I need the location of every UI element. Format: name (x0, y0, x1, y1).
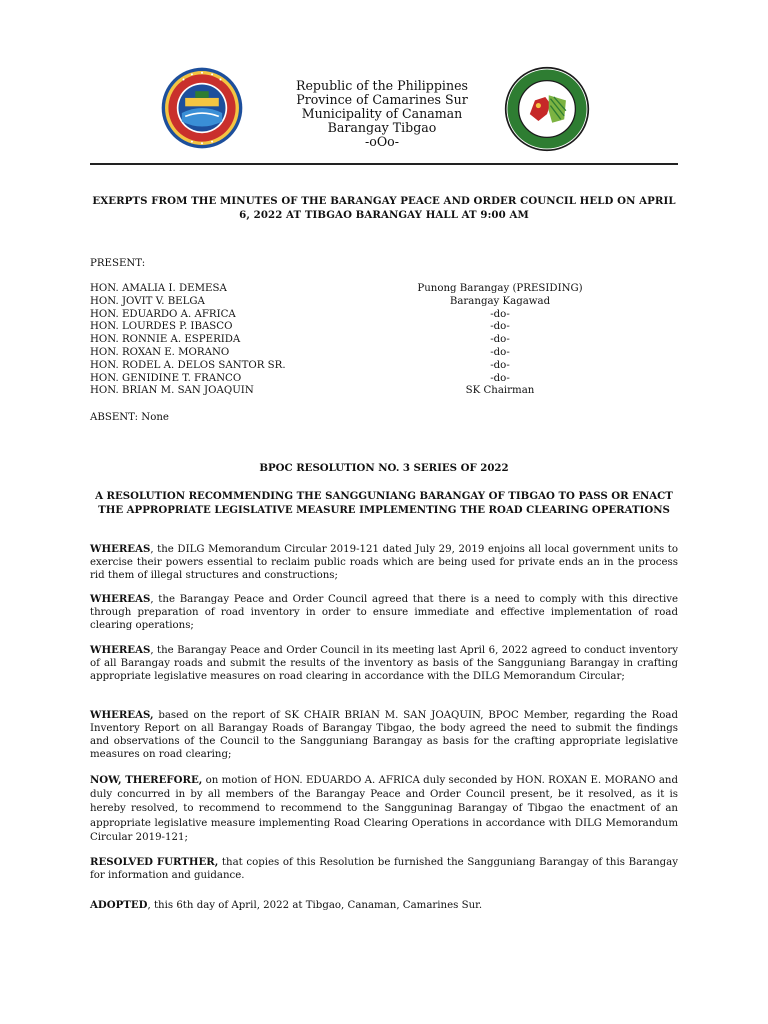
paragraph-body: that copies of this Resolution be furnished the Sangguniang Barangay of this Barangay for information and guidance. (90, 857, 678, 881)
member-position: -do- (490, 308, 510, 320)
paragraph-lead: ADOPTED (90, 899, 148, 911)
whereas-paragraph-1 (90, 543, 678, 583)
member-position: -do- (490, 359, 510, 371)
paragraph-lead: WHEREAS (90, 644, 151, 656)
paragraph-lead: WHEREAS (90, 543, 151, 555)
member-name: HON. RONNIE A. ESPERIDA (90, 334, 241, 346)
letterhead-barangay: Barangay Tibgao (327, 120, 437, 135)
paragraph-body: , the Barangay Peace and Order Council agreed that there is a need to comply with this directive through preparation of road inventory in order to ensure immediate and effective implementation of road clearing operations; (90, 594, 678, 631)
member-name: HON. GENIDINE T. FRANCO (90, 372, 242, 384)
barangay-tibgao-seal-icon (504, 66, 590, 152)
member-name: HON. JOVIT V. BELGA (90, 295, 205, 307)
attendance-row (90, 334, 678, 347)
attendance-row (90, 360, 678, 373)
letterhead-municipality: Municipality of Canaman (301, 106, 463, 121)
paragraph-body: based on the report of SK CHAIR BRIAN M. SAN JOAQUIN, BPOC Member, regarding the Road Inventory Report on all Barangay Roads of Barangay Tibgao, the body agreed the need to submit the findings and observations of the Council to the Sangguniang Barangay as basis for the crafting appropriate legislative measures on road clearing; (90, 710, 678, 760)
member-name: HON. LOURDES P. IBASCO (90, 321, 233, 333)
letterhead-ornament: -oOo- (365, 134, 399, 149)
member-position: -do- (490, 346, 510, 358)
attendance-row (90, 296, 678, 309)
paragraph-body: on motion of HON. EDUARDO A. AFRICA duly seconded by HON. ROXAN E. MORANO and duly concurred in by all members of the Barangay Peace and Order Council present, be it resolved, as it is hereby resolved, to recommend to recommend to the Sangguninag Barangay of Tibgao the enactment of an appropriate legislative measure implementing Road Clearing Operations in accordance with DILG Memorandum Circular 2019-121; (90, 775, 678, 843)
member-position: Punong Barangay (PRESIDING) (417, 283, 583, 294)
attendance-row (90, 347, 678, 360)
document-title: EXERPTS FROM THE MINUTES OF THE BARANGAY PEACE AND ORDER COUNCIL HELD ON APRIL 6, 2022 AT TIBGAO BARANGAY HALL AT 9:00 AM (92, 195, 676, 221)
letterhead-province: Province of Camarines Sur (296, 92, 468, 107)
member-name: HON. RODEL A. DELOS SANTOR SR. (90, 359, 286, 371)
present-label: PRESENT: (90, 258, 146, 269)
bayan-ng-canaman-seal-icon (160, 66, 244, 150)
paragraph-body: , the Barangay Peace and Order Council in its meeting last April 6, 2022 agreed to conduct inventory of all Barangay roads and submit the results of the inventory as basis of the Sangguniang Barangay in crafting appropriate legislative measures on road clearing in accordance with the DILG Memorandum Circular; (90, 645, 678, 682)
member-position: -do- (490, 321, 510, 333)
attendance-row (90, 283, 678, 296)
paragraph-lead: NOW, THEREFORE, (90, 774, 203, 786)
member-position: SK Chairman (465, 385, 535, 397)
resolution-title: A RESOLUTION RECOMMENDING THE SANGGUNIANG BARANGAY OF TIBGAO TO PASS OR ENACT THE APPROPRIATE LEGISLATIVE MEASURE IMPLEMENTING THE ROAD CLEARING OPERATIONS (95, 490, 673, 516)
paragraph-lead: WHEREAS (90, 593, 151, 605)
member-position: -do- (490, 372, 510, 384)
letterhead (254, 79, 510, 149)
paragraph-lead: WHEREAS, (90, 709, 154, 721)
member-name: HON. EDUARDO A. AFRICA (90, 308, 236, 320)
attendance-row (90, 385, 678, 398)
paragraph-body: , this 6th day of April, 2022 at Tibgao, Canaman, Camarines Sur. (147, 900, 483, 911)
header-divider (90, 163, 678, 165)
attendance-row (90, 373, 678, 386)
member-position: -do- (490, 334, 510, 346)
paragraph-lead: RESOLVED FURTHER, (90, 856, 219, 868)
member-name: HON. AMALIA I. DEMESA (90, 283, 227, 294)
absent-line: ABSENT: None (90, 412, 169, 423)
now-therefore-paragraph (90, 773, 678, 845)
member-name: HON. ROXAN E. MORANO (90, 346, 230, 358)
member-name: HON. BRIAN M. SAN JOAQUIN (90, 385, 254, 397)
letterhead-country: Republic of the Philippines (295, 78, 468, 93)
attendance-row (90, 321, 678, 334)
adopted-paragraph (90, 899, 678, 913)
attendance-row (90, 309, 678, 322)
whereas-paragraph-3 (90, 644, 678, 684)
resolved-further-paragraph (90, 856, 678, 883)
whereas-paragraph-2 (90, 593, 678, 633)
whereas-paragraph-4 (90, 709, 678, 762)
paragraph-body: , the DILG Memorandum Circular 2019-121 dated July 29, 2019 enjoins all local government units to exercise their powers essential to reclaim public roads which are being used for private ends an in the process rid them of illegal structures and constructions; (90, 544, 678, 581)
member-position: Barangay Kagawad (449, 295, 551, 307)
resolution-number: BPOC RESOLUTION NO. 3 SERIES OF 2022 (259, 462, 509, 474)
attendance-list (90, 283, 678, 398)
